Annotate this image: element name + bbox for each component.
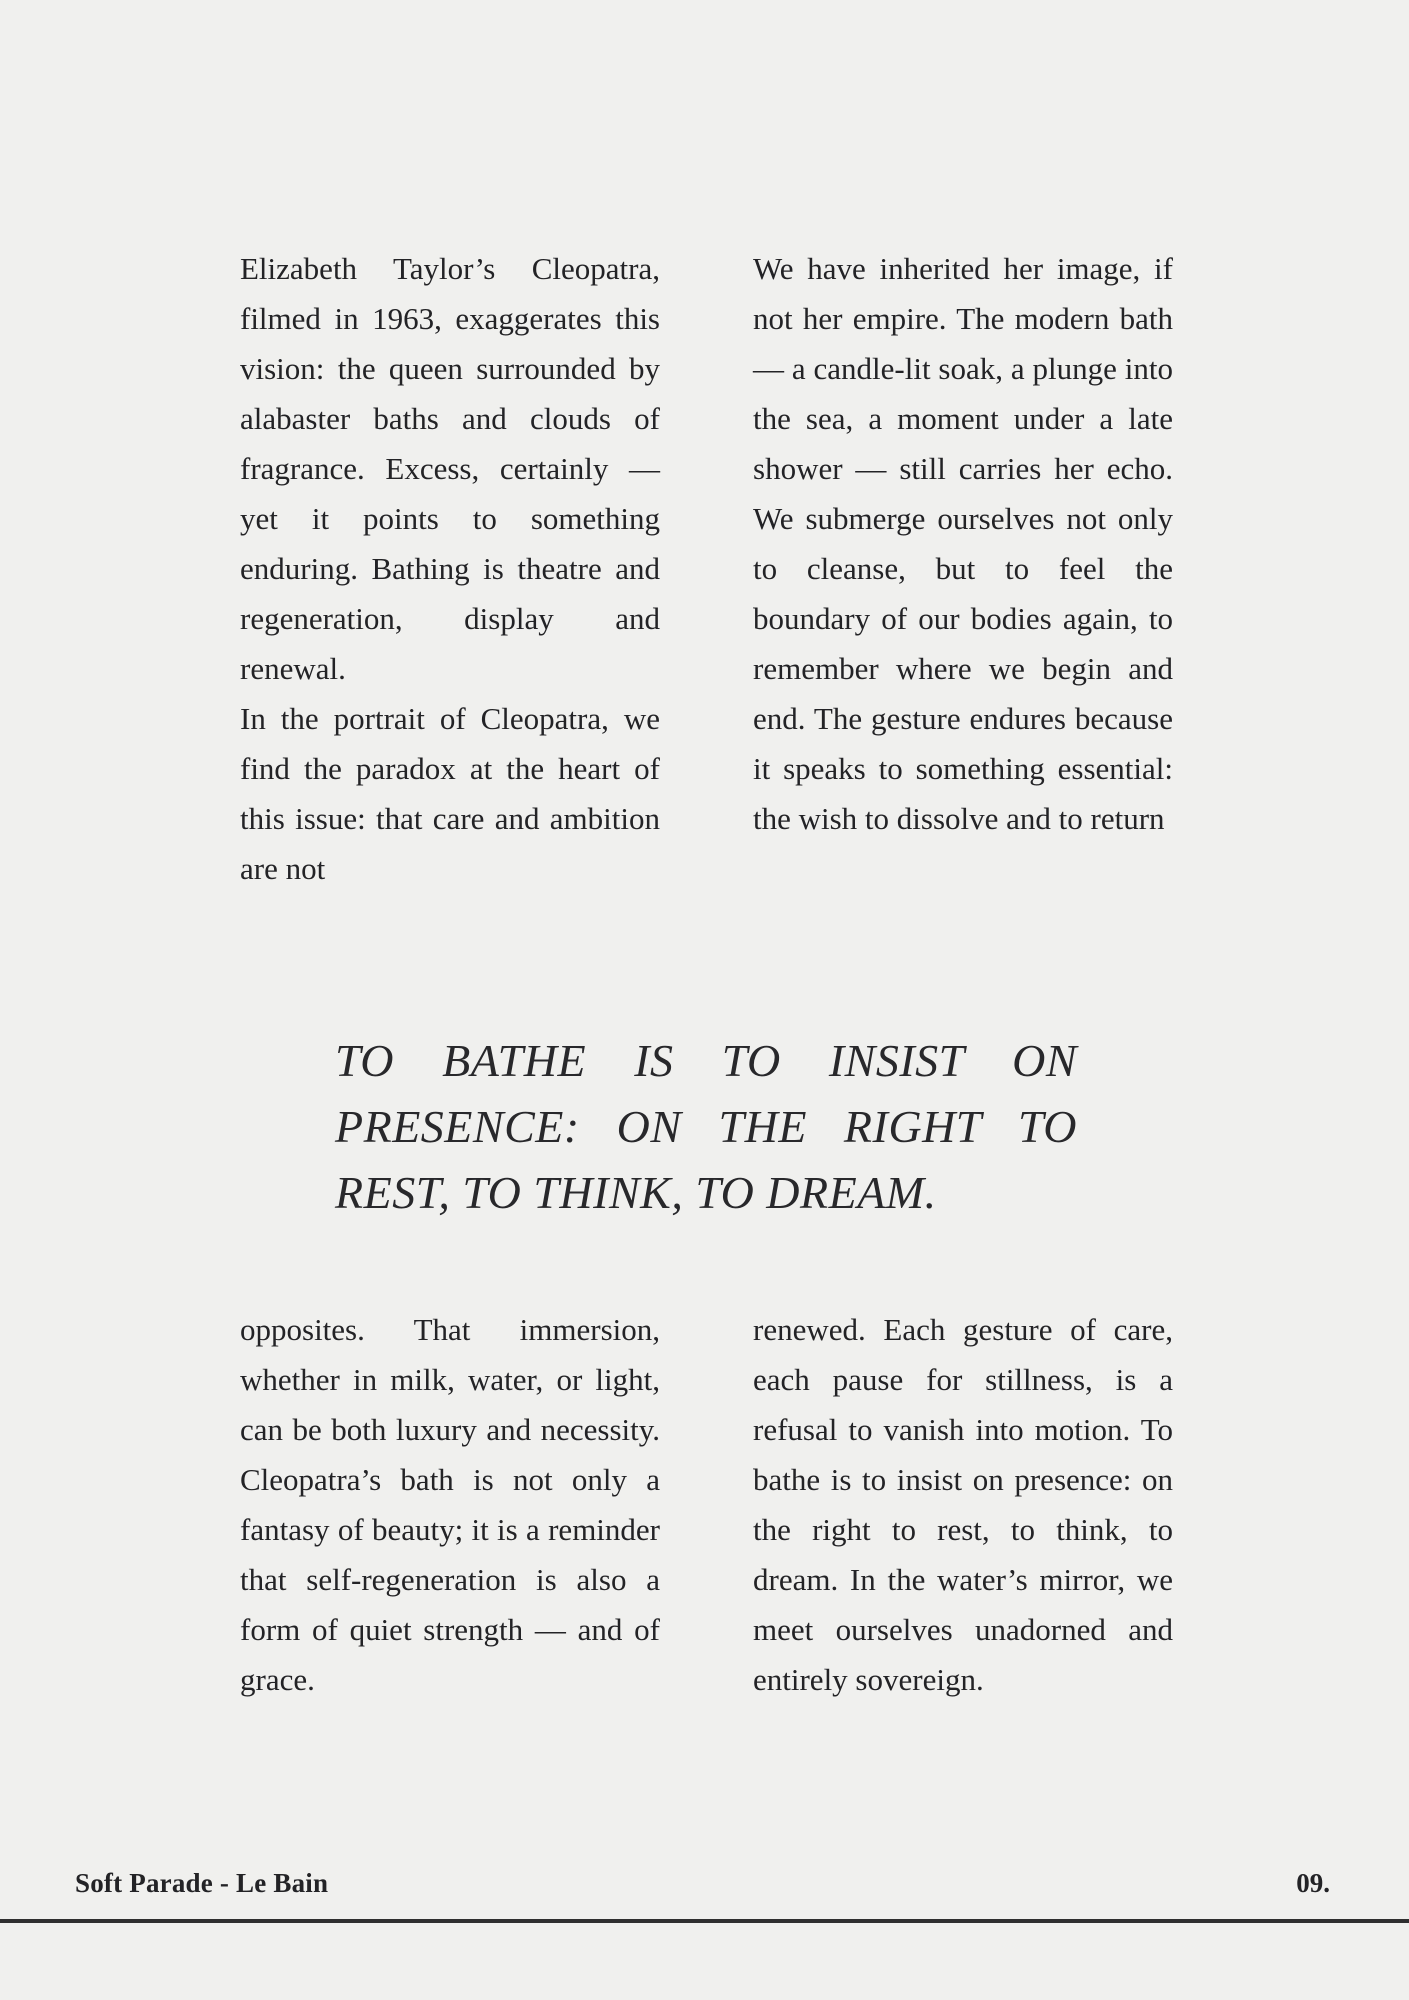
paragraph: We have inherited her image, if not her empire. The modern bath — a candle-lit soak, a plunge into the sea, a moment under a late shower — still carries her echo. We submerge ourselves not only to cleanse, but to feel the boundary of our bodies again, to remember where we begin and end. The gesture endures because it speaks to something essential: the wish to dissolve and to return — [753, 251, 1173, 836]
paragraph: In the portrait of Cleopatra, we find the paradox at the heart of this issue: that care and ambition are not — [240, 701, 660, 886]
footer-divider-rule — [0, 1919, 1409, 1923]
paragraph: renewed. Each gesture of care, each pause for stillness, is a refusal to vanish into motion. To bathe is to insist on presence: on the right to rest, to think, to dream. In the water’s mirror, we meet ourselves unadorned and entirely sovereign. — [753, 1312, 1173, 1697]
pull-quote-line: PRESENCE: ON THE RIGHT TO — [335, 1101, 1077, 1152]
bottom-left-column — [240, 1305, 660, 1705]
footer-page-number: 09. — [1296, 1868, 1330, 1898]
paragraph: Elizabeth Taylor’s Cleopatra, filmed in 1963, exaggerates this vision: the queen surrounded by alabaster baths and clouds of fragrance. Excess, certainly — yet it points to something enduring. Bathing is theatre and regeneration, display and renewal. — [240, 251, 660, 686]
paragraph: opposites. That immersion, whether in milk, water, or light, can be both luxury and necessity. Cleopatra’s bath is not only a fantasy of beauty; it is a reminder that self-regeneration is also a form of quiet strength — and of grace. — [240, 1312, 660, 1697]
top-right-column — [753, 244, 1173, 894]
pull-quote — [335, 1028, 1077, 1226]
body-section-bottom — [240, 1305, 1173, 1705]
pull-quote-line: REST, TO THINK, TO DREAM. — [335, 1167, 937, 1218]
body-section-top — [240, 244, 1173, 894]
footer-publication-title: Soft Parade - Le Bain — [75, 1868, 329, 1898]
bottom-right-column — [753, 1305, 1173, 1705]
top-left-column — [240, 244, 660, 894]
pull-quote-line: TO BATHE IS TO INSIST ON — [335, 1035, 1077, 1086]
